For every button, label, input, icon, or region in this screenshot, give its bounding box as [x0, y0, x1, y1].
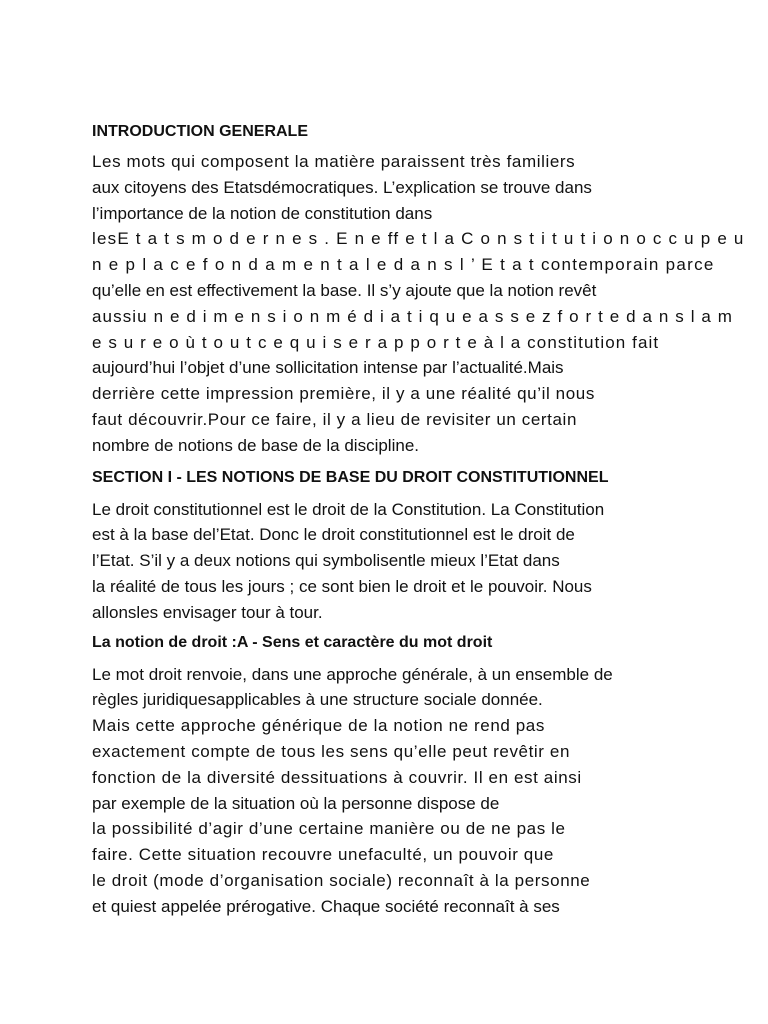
- text-line: la possibilité d’agir d’une certaine manière ou de ne pas le: [92, 819, 566, 839]
- text-line: l’importance de la notion de constitution dans: [92, 203, 433, 223]
- text-line: règles juridiquesapplicables à une structure sociale donnée.: [92, 690, 543, 710]
- text-line: et quiest appelée prérogative. Chaque société reconnaît à ses: [92, 896, 560, 916]
- text-line: faire. Cette situation recouvre unefaculté, un pouvoir que: [92, 845, 554, 865]
- section-heading: SECTION I - LES NOTIONS DE BASE DU DROIT CONSTITUTIONNEL: [92, 468, 609, 486]
- text-line: lesE t a t s m o d e r n e s . E n e ff e t l a C o n s t i t u t i o n o c c u p e u: [92, 229, 745, 249]
- text-line: allonsles envisager tour à tour.: [92, 602, 323, 622]
- text-line: n e p l a c e f o n d a m e n t a l e d a n s l ’ E t a t contemporain parce: [92, 255, 715, 275]
- intro-heading: INTRODUCTION GENERALE: [92, 123, 308, 140]
- subsection-heading: La notion de droit :A - Sens et caractère du mot droit: [92, 633, 493, 651]
- text-line: faut découvrir.Pour ce faire, il y a lieu de revisiter un certain: [92, 409, 577, 429]
- text-line: par exemple de la situation où la personne dispose de: [92, 793, 500, 813]
- text-line: exactement compte de tous les sens qu’elle peut revêtir en: [92, 741, 570, 761]
- text-line: derrière cette impression première, il y a une réalité qu’il nous: [92, 384, 595, 404]
- text-line: aussiu n e d i m e n s i o n m é d i a t i q u e a s s e z f o r t e d a n s l a m: [92, 306, 734, 326]
- text-line: est à la base del’Etat. Donc le droit constitutionnel est le droit de: [92, 525, 575, 545]
- text-line: nombre de notions de base de la discipline.: [92, 435, 419, 455]
- text-line: aujourd’hui l’objet d’une sollicitation intense par l’actualité.Mais: [92, 358, 564, 378]
- intro-paragraph: [92, 149, 745, 459]
- text-line: Mais cette approche générique de la notion ne rend pas: [92, 716, 545, 736]
- document-body: [92, 121, 745, 920]
- text-line: l’Etat. S’il y a deux notions qui symbolisentle mieux l’Etat dans: [92, 551, 560, 571]
- subsection-paragraph: [92, 662, 682, 920]
- text-line: e s u r e o ù t o u t c e q u i s e r a p p o r t e à l a constitution fait: [92, 332, 660, 352]
- text-line: aux citoyens des Etatsdémocratiques. L’explication se trouve dans: [92, 177, 592, 197]
- text-line: Les mots qui composent la matière paraissent très familiers: [92, 152, 576, 171]
- text-line: fonction de la diversité dessituations à couvrir. Il en est ainsi: [92, 767, 582, 787]
- text-line: la réalité de tous les jours ; ce sont bien le droit et le pouvoir. Nous: [92, 576, 592, 596]
- text-line: Le mot droit renvoie, dans une approche générale, à un ensemble de: [92, 664, 613, 684]
- text-line: Le droit constitutionnel est le droit de la Constitution. La Constitution: [92, 499, 605, 519]
- text-line: le droit (mode d’organisation sociale) reconnaît à la personne: [92, 870, 591, 890]
- text-line: qu’elle en est effectivement la base. Il s’y ajoute que la notion revêt: [92, 280, 597, 300]
- section-paragraph: [92, 497, 682, 626]
